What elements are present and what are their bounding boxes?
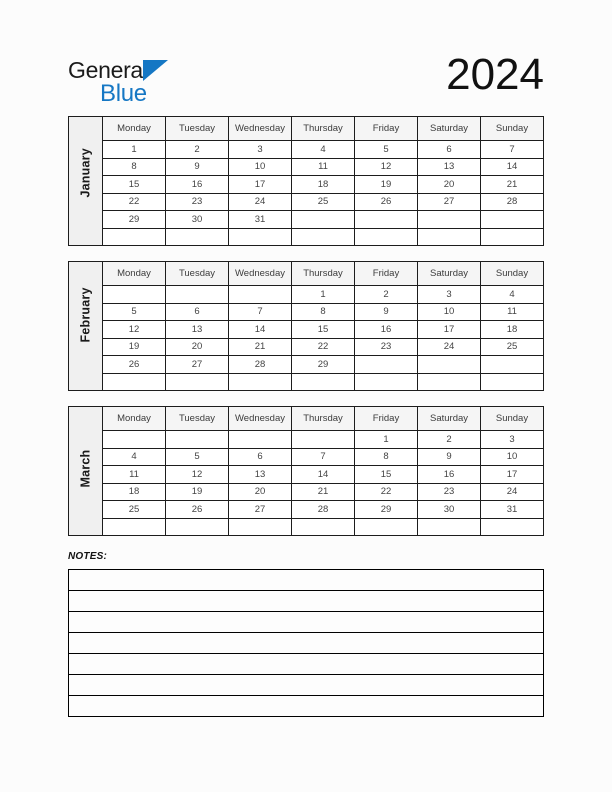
calendar-week-row (69, 448, 544, 466)
weekday-header-row (69, 407, 544, 431)
day-cell[interactable]: 1 (292, 286, 355, 304)
day-cell[interactable]: 4 (481, 286, 544, 304)
weekday-header-label: Tuesday (178, 413, 216, 424)
day-cell[interactable]: 5 (103, 303, 166, 321)
weekday-header-label: Tuesday (178, 268, 216, 279)
weekday-header-row (69, 117, 544, 141)
calendar-week-row (69, 321, 544, 339)
month-label-january: January (78, 148, 93, 198)
weekday-header-wednesday (229, 407, 292, 431)
day-cell[interactable]: 26 (103, 356, 166, 374)
day-cell-empty[interactable] (418, 356, 481, 374)
day-cell[interactable]: 8 (103, 158, 166, 176)
day-cell[interactable]: 3 (229, 141, 292, 159)
weekday-header-monday (103, 117, 166, 141)
notes-table (68, 569, 544, 717)
day-cell[interactable]: 23 (418, 483, 481, 501)
day-cell-empty[interactable] (292, 228, 355, 246)
weekday-header-label: Thursday (303, 268, 343, 279)
weekday-header-sunday (481, 407, 544, 431)
logo-text-general: General (68, 57, 148, 83)
day-cell-empty[interactable] (481, 356, 544, 374)
weekday-header-thursday (292, 407, 355, 431)
day-cell[interactable]: 24 (481, 483, 544, 501)
notes-line-input[interactable] (69, 675, 544, 696)
day-cell[interactable]: 25 (481, 338, 544, 356)
notes-row (69, 591, 544, 612)
day-cell[interactable]: 31 (229, 211, 292, 229)
day-cell[interactable]: 25 (292, 193, 355, 211)
weekday-header-row (69, 262, 544, 286)
day-cell-empty[interactable] (292, 211, 355, 229)
day-cell[interactable]: 6 (229, 448, 292, 466)
day-cell[interactable]: 1 (355, 431, 418, 449)
weekday-header-label: Wednesday (235, 268, 285, 279)
day-cell[interactable]: 10 (418, 303, 481, 321)
day-cell[interactable]: 27 (229, 501, 292, 519)
day-cell[interactable]: 18 (103, 483, 166, 501)
day-cell[interactable]: 28 (292, 501, 355, 519)
month-block-march (68, 406, 544, 536)
calendar-week-row (69, 193, 544, 211)
day-cell-empty[interactable] (481, 228, 544, 246)
day-cell[interactable]: 21 (292, 483, 355, 501)
weekday-header-monday (103, 262, 166, 286)
day-cell[interactable]: 29 (355, 501, 418, 519)
day-cell[interactable]: 27 (166, 356, 229, 374)
calendar-week-row (69, 158, 544, 176)
day-cell[interactable]: 9 (418, 448, 481, 466)
weekday-header-wednesday (229, 117, 292, 141)
day-cell-empty[interactable] (166, 518, 229, 536)
month-label-cell-january (69, 117, 103, 246)
day-cell[interactable]: 20 (166, 338, 229, 356)
day-cell[interactable]: 6 (418, 141, 481, 159)
weekday-header-label: Saturday (429, 123, 469, 134)
day-cell-empty[interactable] (103, 431, 166, 449)
day-cell[interactable]: 15 (292, 321, 355, 339)
day-cell-empty[interactable] (418, 373, 481, 391)
day-cell-empty[interactable] (166, 373, 229, 391)
day-cell-empty[interactable] (229, 373, 292, 391)
day-cell[interactable]: 18 (292, 176, 355, 194)
month-label-february: February (78, 287, 93, 343)
notes-row (69, 570, 544, 591)
calendar-week-row (69, 141, 544, 159)
triangle-right-icon (143, 60, 168, 81)
weekday-header-label: Sunday (495, 123, 529, 134)
day-cell[interactable]: 10 (481, 448, 544, 466)
weekday-header-label: Tuesday (178, 123, 216, 134)
day-cell-empty[interactable] (418, 228, 481, 246)
day-cell[interactable]: 14 (229, 321, 292, 339)
day-cell-empty[interactable] (355, 228, 418, 246)
day-cell[interactable]: 15 (103, 176, 166, 194)
day-cell[interactable]: 15 (355, 466, 418, 484)
day-cell-empty[interactable] (355, 211, 418, 229)
page-title-year: 2024 (446, 50, 544, 99)
day-cell-empty[interactable] (292, 431, 355, 449)
calendar-week-row (69, 286, 544, 304)
day-cell[interactable]: 16 (418, 466, 481, 484)
day-cell[interactable]: 7 (229, 303, 292, 321)
day-cell[interactable]: 31 (481, 501, 544, 519)
month-block-february (68, 261, 544, 391)
day-cell[interactable]: 23 (166, 193, 229, 211)
day-cell[interactable]: 2 (418, 431, 481, 449)
calendar-week-row (69, 228, 544, 246)
day-cell[interactable]: 24 (418, 338, 481, 356)
calendar-week-row (69, 431, 544, 449)
weekday-header-friday (355, 117, 418, 141)
day-cell[interactable]: 19 (103, 338, 166, 356)
day-cell[interactable]: 14 (481, 158, 544, 176)
day-cell[interactable]: 16 (166, 176, 229, 194)
day-cell[interactable]: 28 (481, 193, 544, 211)
day-cell-empty[interactable] (481, 211, 544, 229)
day-cell-empty[interactable] (418, 211, 481, 229)
day-cell[interactable]: 12 (103, 321, 166, 339)
calendar-week-row (69, 483, 544, 501)
weekday-header-sunday (481, 117, 544, 141)
day-cell-empty[interactable] (166, 228, 229, 246)
weekday-header-label: Wednesday (235, 123, 285, 134)
day-cell-empty[interactable] (229, 228, 292, 246)
notes-line-input[interactable] (69, 612, 544, 633)
calendar-week-row (69, 356, 544, 374)
day-cell-empty[interactable] (292, 373, 355, 391)
day-cell[interactable]: 9 (166, 158, 229, 176)
day-cell-empty[interactable] (103, 373, 166, 391)
day-cell[interactable]: 23 (355, 338, 418, 356)
page-header (0, 0, 612, 112)
day-cell-empty[interactable] (481, 518, 544, 536)
day-cell[interactable]: 11 (103, 466, 166, 484)
weekday-header-label: Saturday (429, 268, 469, 279)
calendar-week-row (69, 373, 544, 391)
weekday-header-label: Thursday (303, 123, 343, 134)
day-cell[interactable]: 30 (418, 501, 481, 519)
calendar-table-january (68, 116, 544, 246)
day-cell[interactable]: 28 (229, 356, 292, 374)
notes-row (69, 696, 544, 717)
day-cell[interactable]: 19 (166, 483, 229, 501)
day-cell[interactable]: 26 (166, 501, 229, 519)
notes-title: NOTES: (68, 551, 107, 562)
day-cell[interactable]: 11 (292, 158, 355, 176)
day-cell[interactable]: 7 (481, 141, 544, 159)
calendar-week-row (69, 176, 544, 194)
calendar-week-row (69, 303, 544, 321)
logo-text-blue: Blue (100, 80, 147, 107)
weekday-header-friday (355, 407, 418, 431)
month-label-march: March (78, 449, 93, 488)
notes-line-input[interactable] (69, 591, 544, 612)
day-cell[interactable]: 14 (292, 466, 355, 484)
day-cell[interactable]: 4 (292, 141, 355, 159)
notes-line-input[interactable] (69, 654, 544, 675)
weekday-header-tuesday (166, 117, 229, 141)
notes-section (68, 551, 544, 717)
day-cell[interactable]: 12 (166, 466, 229, 484)
calendar-week-row (69, 338, 544, 356)
day-cell[interactable]: 20 (418, 176, 481, 194)
notes-line-input[interactable] (69, 696, 544, 717)
day-cell[interactable]: 16 (355, 321, 418, 339)
notes-line-input[interactable] (69, 633, 544, 654)
day-cell-empty[interactable] (103, 518, 166, 536)
weekday-header-label: Sunday (495, 413, 529, 424)
day-cell[interactable]: 27 (418, 193, 481, 211)
day-cell[interactable]: 21 (229, 338, 292, 356)
day-cell[interactable]: 30 (166, 211, 229, 229)
notes-line-input[interactable] (69, 570, 544, 591)
day-cell[interactable]: 13 (418, 158, 481, 176)
day-cell-empty[interactable] (418, 518, 481, 536)
weekday-header-saturday (418, 262, 481, 286)
day-cell-empty[interactable] (229, 431, 292, 449)
day-cell-empty[interactable] (103, 286, 166, 304)
calendar-week-row (69, 518, 544, 536)
weekday-header-thursday (292, 262, 355, 286)
day-cell[interactable]: 20 (229, 483, 292, 501)
day-cell-empty[interactable] (229, 286, 292, 304)
day-cell[interactable]: 19 (355, 176, 418, 194)
day-cell-empty[interactable] (103, 228, 166, 246)
day-cell[interactable]: 1 (103, 141, 166, 159)
day-cell[interactable]: 26 (355, 193, 418, 211)
day-cell-empty[interactable] (355, 373, 418, 391)
weekday-header-label: Friday (372, 123, 400, 134)
day-cell[interactable]: 5 (355, 141, 418, 159)
day-cell[interactable]: 24 (229, 193, 292, 211)
notes-row (69, 654, 544, 675)
day-cell-empty[interactable] (166, 431, 229, 449)
weekday-header-label: Thursday (303, 413, 343, 424)
weekday-header-label: Friday (372, 413, 400, 424)
day-cell[interactable]: 8 (355, 448, 418, 466)
weekday-header-label: Monday (117, 123, 151, 134)
day-cell[interactable]: 2 (355, 286, 418, 304)
weekday-header-saturday (418, 407, 481, 431)
calendar-week-row (69, 466, 544, 484)
day-cell-empty[interactable] (481, 373, 544, 391)
weekday-header-thursday (292, 117, 355, 141)
day-cell-empty[interactable] (229, 518, 292, 536)
weekday-header-tuesday (166, 407, 229, 431)
calendar-table-february (68, 261, 544, 391)
general-blue-logo (68, 57, 258, 109)
day-cell[interactable]: 10 (229, 158, 292, 176)
weekday-header-label: Monday (117, 268, 151, 279)
day-cell-empty[interactable] (166, 286, 229, 304)
day-cell[interactable]: 6 (166, 303, 229, 321)
weekday-header-label: Saturday (429, 413, 469, 424)
weekday-header-saturday (418, 117, 481, 141)
day-cell[interactable]: 29 (103, 211, 166, 229)
weekday-header-label: Friday (372, 268, 400, 279)
notes-row (69, 633, 544, 654)
day-cell[interactable]: 13 (166, 321, 229, 339)
day-cell[interactable]: 29 (292, 356, 355, 374)
notes-row (69, 675, 544, 696)
day-cell[interactable]: 5 (166, 448, 229, 466)
day-cell[interactable]: 11 (481, 303, 544, 321)
day-cell[interactable]: 18 (481, 321, 544, 339)
day-cell-empty[interactable] (355, 518, 418, 536)
weekday-header-label: Sunday (495, 268, 529, 279)
day-cell[interactable]: 21 (481, 176, 544, 194)
day-cell-empty[interactable] (355, 356, 418, 374)
month-label-cell-february (69, 262, 103, 391)
notes-row (69, 612, 544, 633)
weekday-header-sunday (481, 262, 544, 286)
weekday-header-label: Monday (117, 413, 151, 424)
month-block-january (68, 116, 544, 246)
day-cell[interactable]: 9 (355, 303, 418, 321)
day-cell[interactable]: 3 (481, 431, 544, 449)
weekday-header-label: Wednesday (235, 413, 285, 424)
day-cell[interactable]: 17 (229, 176, 292, 194)
day-cell[interactable]: 13 (229, 466, 292, 484)
weekday-header-tuesday (166, 262, 229, 286)
day-cell[interactable]: 22 (355, 483, 418, 501)
calendar-week-row (69, 501, 544, 519)
weekday-header-monday (103, 407, 166, 431)
day-cell[interactable]: 3 (418, 286, 481, 304)
calendar-week-row (69, 211, 544, 229)
day-cell[interactable]: 7 (292, 448, 355, 466)
day-cell[interactable]: 22 (292, 338, 355, 356)
day-cell-empty[interactable] (292, 518, 355, 536)
month-label-cell-march (69, 407, 103, 536)
day-cell[interactable]: 8 (292, 303, 355, 321)
day-cell[interactable]: 4 (103, 448, 166, 466)
day-cell[interactable]: 17 (418, 321, 481, 339)
weekday-header-friday (355, 262, 418, 286)
day-cell[interactable]: 25 (103, 501, 166, 519)
day-cell[interactable]: 22 (103, 193, 166, 211)
day-cell[interactable]: 2 (166, 141, 229, 159)
weekday-header-wednesday (229, 262, 292, 286)
day-cell[interactable]: 17 (481, 466, 544, 484)
day-cell[interactable]: 12 (355, 158, 418, 176)
calendar-table-march (68, 406, 544, 536)
